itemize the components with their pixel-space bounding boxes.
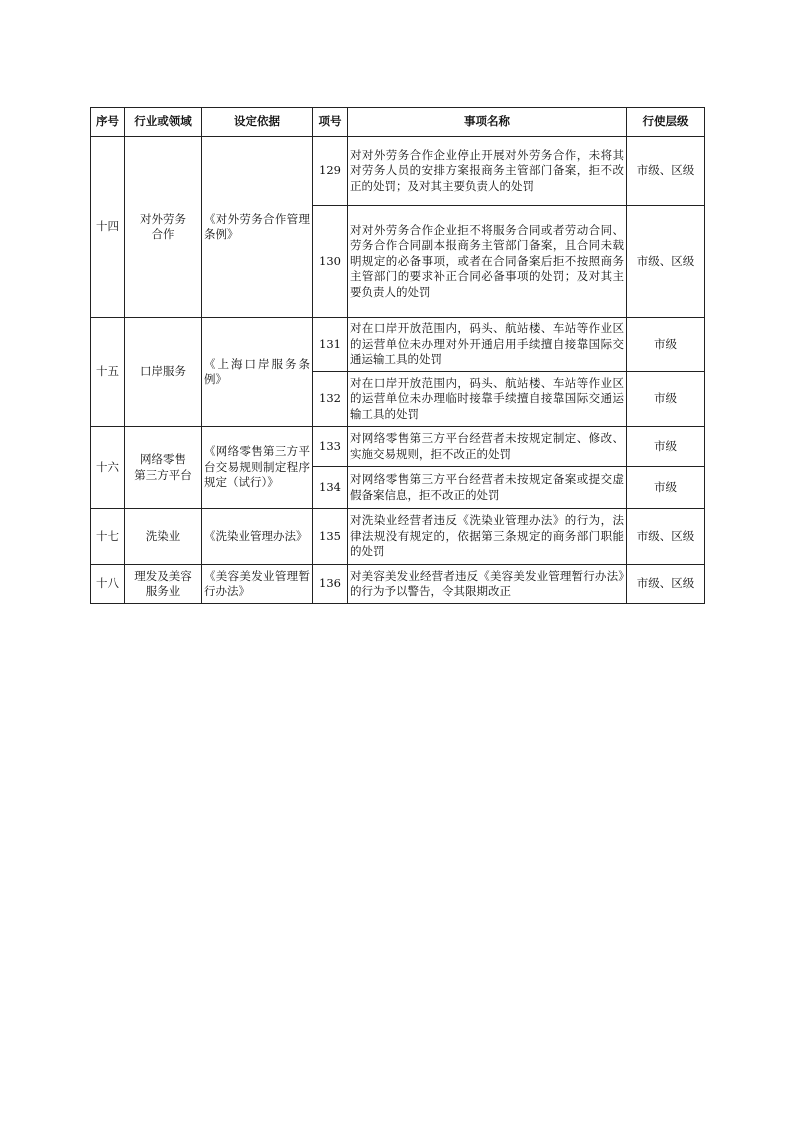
item-no: 132 [313,372,348,427]
table-row [91,565,705,604]
group-industry: 口岸服务 [125,318,202,427]
item-no: 133 [313,427,348,467]
table-row [91,137,705,206]
item-level: 市级 [627,372,705,427]
group-industry: 对外劳务 合作 [125,137,202,318]
group-seq: 十七 [91,509,125,565]
item-no: 136 [313,565,348,604]
header-industry: 行业或领域 [125,108,202,137]
item-no: 130 [313,206,348,318]
item-level: 市级、区级 [627,509,705,565]
item-name: 对网络零售第三方平台经营者未按规定备案或提交虚假备案信息，拒不改正的处罚 [348,467,627,509]
header-level: 行使层级 [627,108,705,137]
group-seq: 十六 [91,427,125,509]
item-level: 市级 [627,318,705,372]
header-item-no: 项号 [313,108,348,137]
group-basis: 《网络零售第三方平台交易规则制定程序规定（试行）》 [202,427,313,509]
group-seq: 十四 [91,137,125,318]
table-row [91,427,705,467]
item-name: 对对外劳务合作企业拒不将服务合同或者劳动合同、劳务合作合同副本报商务主管部门备案，且合同未载明规定的必备事项，或者在合同备案后拒不按照商务主管部门的要求补正合同必备事项的处罚；及对其主要负责人的处罚 [348,206,627,318]
item-level: 市级、区级 [627,206,705,318]
header-seq: 序号 [91,108,125,137]
item-level: 市级、区级 [627,137,705,206]
group-industry: 网络零售 第三方平台 [125,427,202,509]
item-level: 市级、区级 [627,565,705,604]
item-level: 市级 [627,427,705,467]
item-name: 对在口岸开放范围内，码头、航站楼、车站等作业区的运营单位未办理对外开通启用手续擅自接靠国际交通运输工具的处罚 [348,318,627,372]
item-no: 134 [313,467,348,509]
item-name: 对网络零售第三方平台经营者未按规定制定、修改、实施交易规则，拒不改正的处罚 [348,427,627,467]
group-basis: 《上海口岸服务条例》 [202,318,313,427]
group-seq: 十五 [91,318,125,427]
penalty-table [90,107,705,604]
item-level: 市级 [627,467,705,509]
header-basis: 设定依据 [202,108,313,137]
group-basis: 《对外劳务合作管理条例》 [202,137,313,318]
item-no: 129 [313,137,348,206]
group-industry: 洗染业 [125,509,202,565]
group-industry: 理发及美容 服务业 [125,565,202,604]
header-item-name: 事项名称 [348,108,627,137]
item-name: 对洗染业经营者违反《洗染业管理办法》的行为，法律法规没有规定的，依据第三条规定的商务部门职能的处罚 [348,509,627,565]
group-basis: 《洗染业管理办法》 [202,509,313,565]
item-no: 131 [313,318,348,372]
item-name: 对美容美发业经营者违反《美容美发业管理暂行办法》的行为予以警告，令其限期改正 [348,565,627,604]
item-name: 对在口岸开放范围内，码头、航站楼、车站等作业区的运营单位未办理临时接靠手续擅自接靠国际交通运输工具的处罚 [348,372,627,427]
item-no: 135 [313,509,348,565]
group-basis: 《美容美发业管理暂行办法》 [202,565,313,604]
table-row [91,318,705,372]
group-seq: 十八 [91,565,125,604]
header-row [91,108,705,137]
table-row [91,509,705,565]
item-name: 对对外劳务合作企业停止开展对外劳务合作，未将其对劳务人员的安排方案报商务主管部门备案，拒不改正的处罚；及对其主要负责人的处罚 [348,137,627,206]
